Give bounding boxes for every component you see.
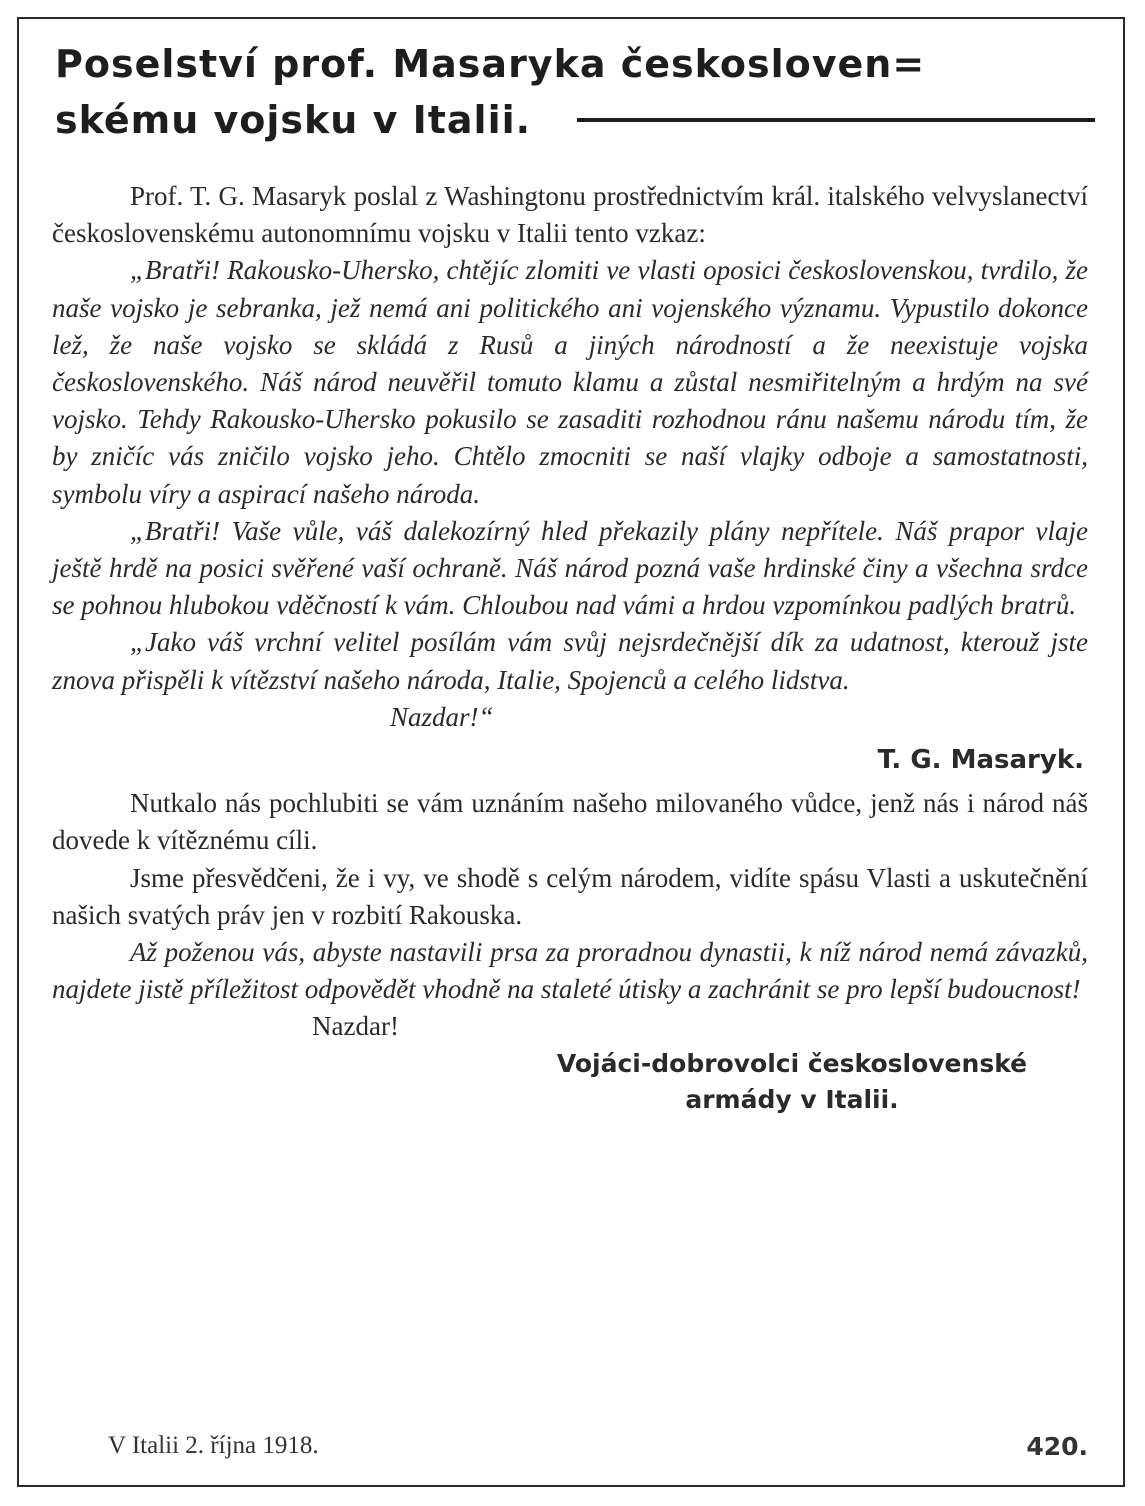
document-number: 420.	[1026, 1432, 1088, 1461]
message-nazdar: Nazdar!“	[390, 701, 494, 732]
message-paragraph-1: „Bratři! Rakousko-Uhersko, chtějíc zlomiti ve vlasti oposici československou, tvrdilo, že naše vojsko je sebranka, jež nemá ani politického ani vojenského významu. Vypustilo dokonce lež, že naše vojsko se skládá z Rusů a jiných národností a že neexistuje vojska československého. Náš národ neuvěřil tomuto klamu a zůstal nesmiřitelným a hrdým na své vojsko. Tehdy Rakousko-Uhersko pokusilo se zasaditi rozhodnou ránu našemu národu tím, že by zničíc vás zničilo vojsko jeho. Chtělo zmocniti se naší vlajky odboje a samostatnosti, symbolu víry a aspirací našeho národa.	[52, 255, 1088, 509]
document-body	[52, 178, 1088, 1118]
signers-line-2: armády v Italii.	[685, 1084, 899, 1114]
commentary-nazdar: Nazdar!	[312, 1011, 399, 1042]
commentary-paragraph-2: Jsme přesvědčeni, že i vy, ve shodě s celým národem, vidíte spásu Vlasti a uskutečnění našich svatých práv jen v rozbití Rakouska.	[52, 862, 1088, 930]
intro-paragraph: Prof. T. G. Masaryk poslal z Washingtonu prostřednictvím král. italského velvyslanectví československému autonomnímu vojsku v Italii tento vzkaz:	[52, 181, 1088, 249]
document-footer	[108, 1432, 1088, 1461]
message-paragraph-2: „Bratři! Vaše vůle, váš dalekozírný hled překazily plány nepřítele. Náš prapor vlaje ještě hrdě na posici svěřené vaší ochraně. Náš národ pozná vaše hrdinské činy a všechna srdce se pohnou hlubokou vděčností k vám. Chloubou nad vámi a hrdou vzpomínkou padlých bratrů.	[52, 515, 1088, 621]
masaryk-message	[52, 252, 1088, 736]
message-signature: T. G. Masaryk.	[877, 745, 1084, 776]
title-rule	[577, 118, 1095, 122]
title-line-1: Poselství prof. Masaryka českosloven=	[55, 42, 926, 86]
signers-block	[512, 1046, 1072, 1118]
document-title	[55, 36, 1095, 148]
title-line-2-row	[55, 92, 1095, 148]
commentary-paragraph-3: Až poženou vás, abyste nastavili prsa za proradnou dynastii, k níž národ nemá závazků, najdete jistě příležitost odpovědět vhodně na staleté útisky a zachránit se pro lepší budoucnost!	[52, 937, 1088, 1005]
title-line-2: skému vojsku v Italii.	[55, 98, 532, 142]
commentary-paragraph-1: Nutkalo nás pochlubiti se vám uznáním našeho milovaného vůdce, jenž nás i národ náš dovede k vítěznému cíli.	[52, 788, 1088, 856]
place-date: V Italii 2. října 1918.	[108, 1432, 319, 1459]
message-paragraph-3: „Jako váš vrchní velitel posílám vám svůj nejsrdečnější dík za udatnost, kterouž jste znova přispěli k vítězství našeho národa, Italie, Spojenců a celého lidstva.	[52, 627, 1088, 695]
signers-line-1: Vojáci-dobrovolci československé	[556, 1048, 1028, 1078]
